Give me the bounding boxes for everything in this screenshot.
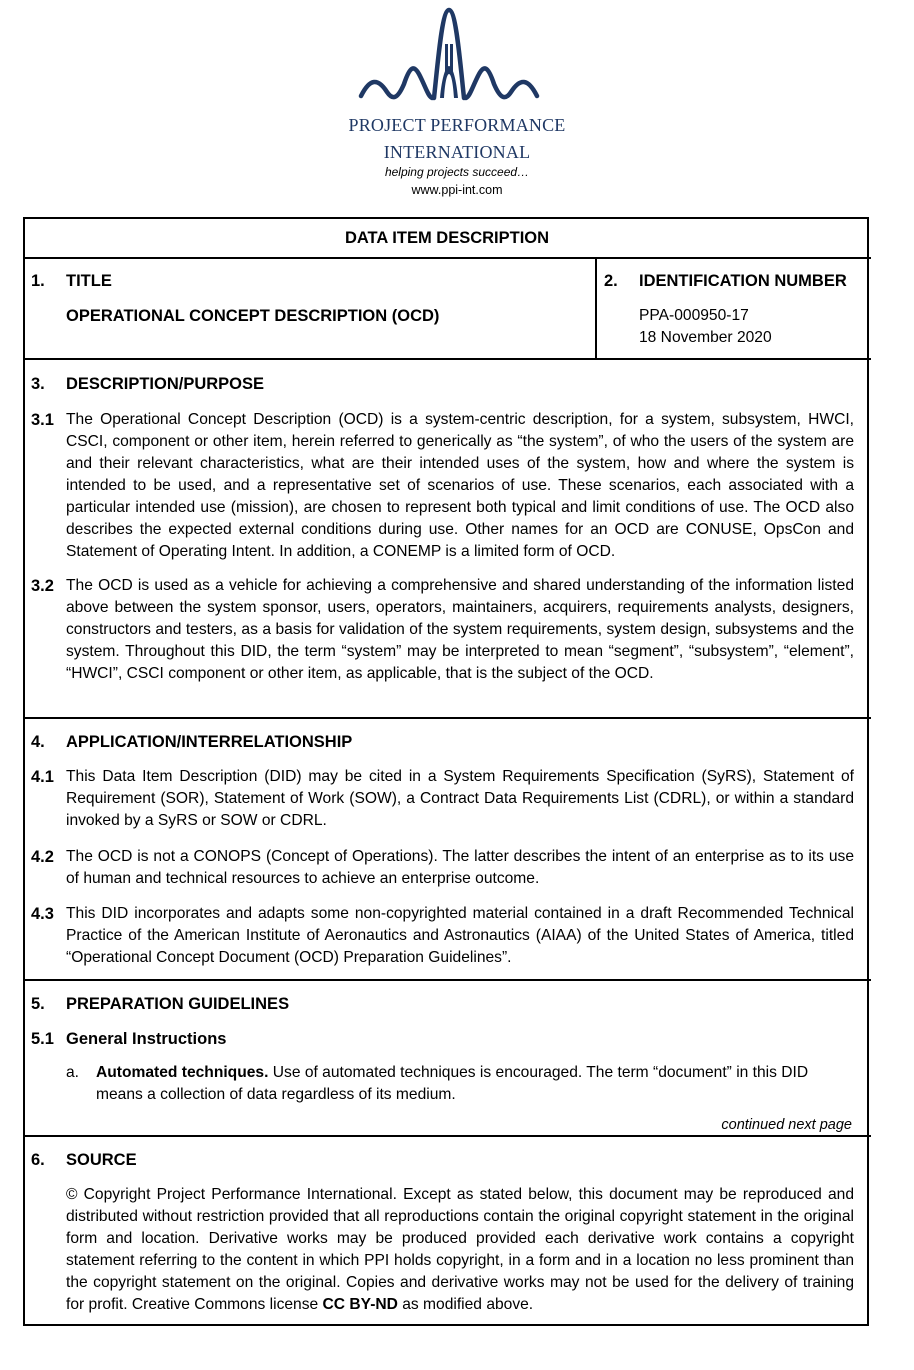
item-3-2-number: 3.2 — [31, 577, 54, 595]
document-date: 18 November 2020 — [639, 329, 772, 346]
item-4-1-text: This Data Item Description (DID) may be cited in a System Requirements Specification (SyRS), Statement of Requirement (SOR), Statement of Work (SOW), a Contract Data Requirements List (CDRL), or within a standard invoked by a SyRS or SOW or CDRL. — [66, 768, 854, 829]
item-4-1-number: 4.1 — [31, 768, 54, 786]
list-item-marker: a. — [66, 1064, 80, 1081]
section-4-heading: APPLICATION/INTERRELATIONSHIP — [66, 733, 353, 751]
divider — [23, 1135, 871, 1137]
item-3-1-number: 3.1 — [31, 411, 54, 429]
copyright-statement — [66, 1184, 854, 1316]
list-item-text: Use of automated techniques is encouraged. The term “document” in this DID means a collection of data regardless of its medium. — [96, 1064, 809, 1103]
section-3-number: 3. — [31, 375, 45, 393]
company-name-line2: INTERNATIONAL — [383, 142, 531, 162]
section-3-heading: DESCRIPTION/PURPOSE — [66, 375, 265, 393]
title-section-number: 1. — [31, 272, 45, 290]
ppi-logo-icon — [358, 6, 540, 102]
identification-number: PPA-000950-17 — [639, 307, 749, 324]
document-heading: DATA ITEM DESCRIPTION — [344, 229, 550, 247]
section-5-heading: PREPARATION GUIDELINES — [66, 995, 290, 1013]
license-name: CC BY-ND — [322, 1296, 398, 1313]
list-item-a — [96, 1062, 852, 1106]
section-6-heading: SOURCE — [66, 1151, 137, 1169]
title-section-label: TITLE — [66, 272, 112, 290]
company-tagline: helping projects succeed… — [384, 165, 530, 179]
divider — [595, 257, 597, 360]
section-4-number: 4. — [31, 733, 45, 751]
id-section-number: 2. — [604, 272, 618, 290]
item-3-2-text: The OCD is used as a vehicle for achieving a comprehensive and shared understanding of the information listed above between the system sponsor, users, operators, maintainers, acquirers, requirements analysts, designers, constructors and testers, as a basis for validation of the system requirements, system design, subsystems and the system. Throughout this DID, the term “system” may be interpreted to mean “segment”, “subsystem”, “element”, “HWCI”, CSCI component or other item, as applicable, that is the subject of the OCD. — [66, 577, 854, 682]
section-6-number: 6. — [31, 1151, 45, 1169]
divider — [23, 717, 871, 719]
divider — [23, 979, 871, 981]
subsection-5-1-heading: General Instructions — [66, 1030, 227, 1048]
item-4-2-number: 4.2 — [31, 848, 54, 866]
item-3-1-text: The Operational Concept Description (OCD) is a system-centric description, for a system, subsystem, HWCI, CSCI, component or other item, herein referred to generically as “the system”, of who the users of the system are and their relevant characteristics, what are their intended uses of the system, how and where the system is intended to be used, and a representative set of scenarios of use. These scenarios, each associated with a particular intended use (mission), are chosen to represent both typical and limit conditions of use. The OCD also describes the expected external conditions during use. Other names for an OCD are CONUSE, OpsCon and Statement of Operating Intent. In addition, a CONEMP is a limited form of OCD. — [66, 411, 854, 560]
company-website-link[interactable]: www.ppi-int.com — [411, 183, 503, 197]
divider — [23, 257, 871, 259]
continued-note: continued next page — [721, 1117, 852, 1133]
divider — [23, 358, 871, 360]
section-5-number: 5. — [31, 995, 45, 1013]
item-4-3-text: This DID incorporates and adapts some non-copyrighted material contained in a draft Recommended Technical Practice of the American Institute of Aeronautics and Astronautics (AIAA) of the United States of America, titled “Operational Concept Document (OCD) Preparation Guidelines”. — [66, 905, 854, 966]
company-name-line1: PROJECT PERFORMANCE — [348, 115, 566, 135]
document-title: OPERATIONAL CONCEPT DESCRIPTION (OCD) — [66, 307, 440, 325]
subsection-5-1-number: 5.1 — [31, 1030, 54, 1048]
id-section-label: IDENTIFICATION NUMBER — [639, 272, 847, 290]
item-4-2-text: The OCD is not a CONOPS (Concept of Operations). The latter describes the intent of an enterprise as to its use of human and technical resources to achieve an enterprise outcome. — [66, 848, 854, 887]
list-item-bold-lead: Automated techniques. — [96, 1064, 269, 1081]
copyright-text: © Copyright Project Performance International. Except as stated below, this document may be reproduced and distributed without restriction provided that all reproductions contain the original copyright statement in the original form and location. Derivative works may be produced provided each derivative work contains a copyright statement referring to the content in which PPI holds copyright, in a form and in a location no less prominent than the copyright statement on the original. Copies and derivative works may not be used for the delivery of training for profit. Creative Commons license — [66, 1186, 854, 1313]
item-4-3-number: 4.3 — [31, 905, 54, 923]
copyright-text-end: as modified above. — [397, 1296, 534, 1313]
